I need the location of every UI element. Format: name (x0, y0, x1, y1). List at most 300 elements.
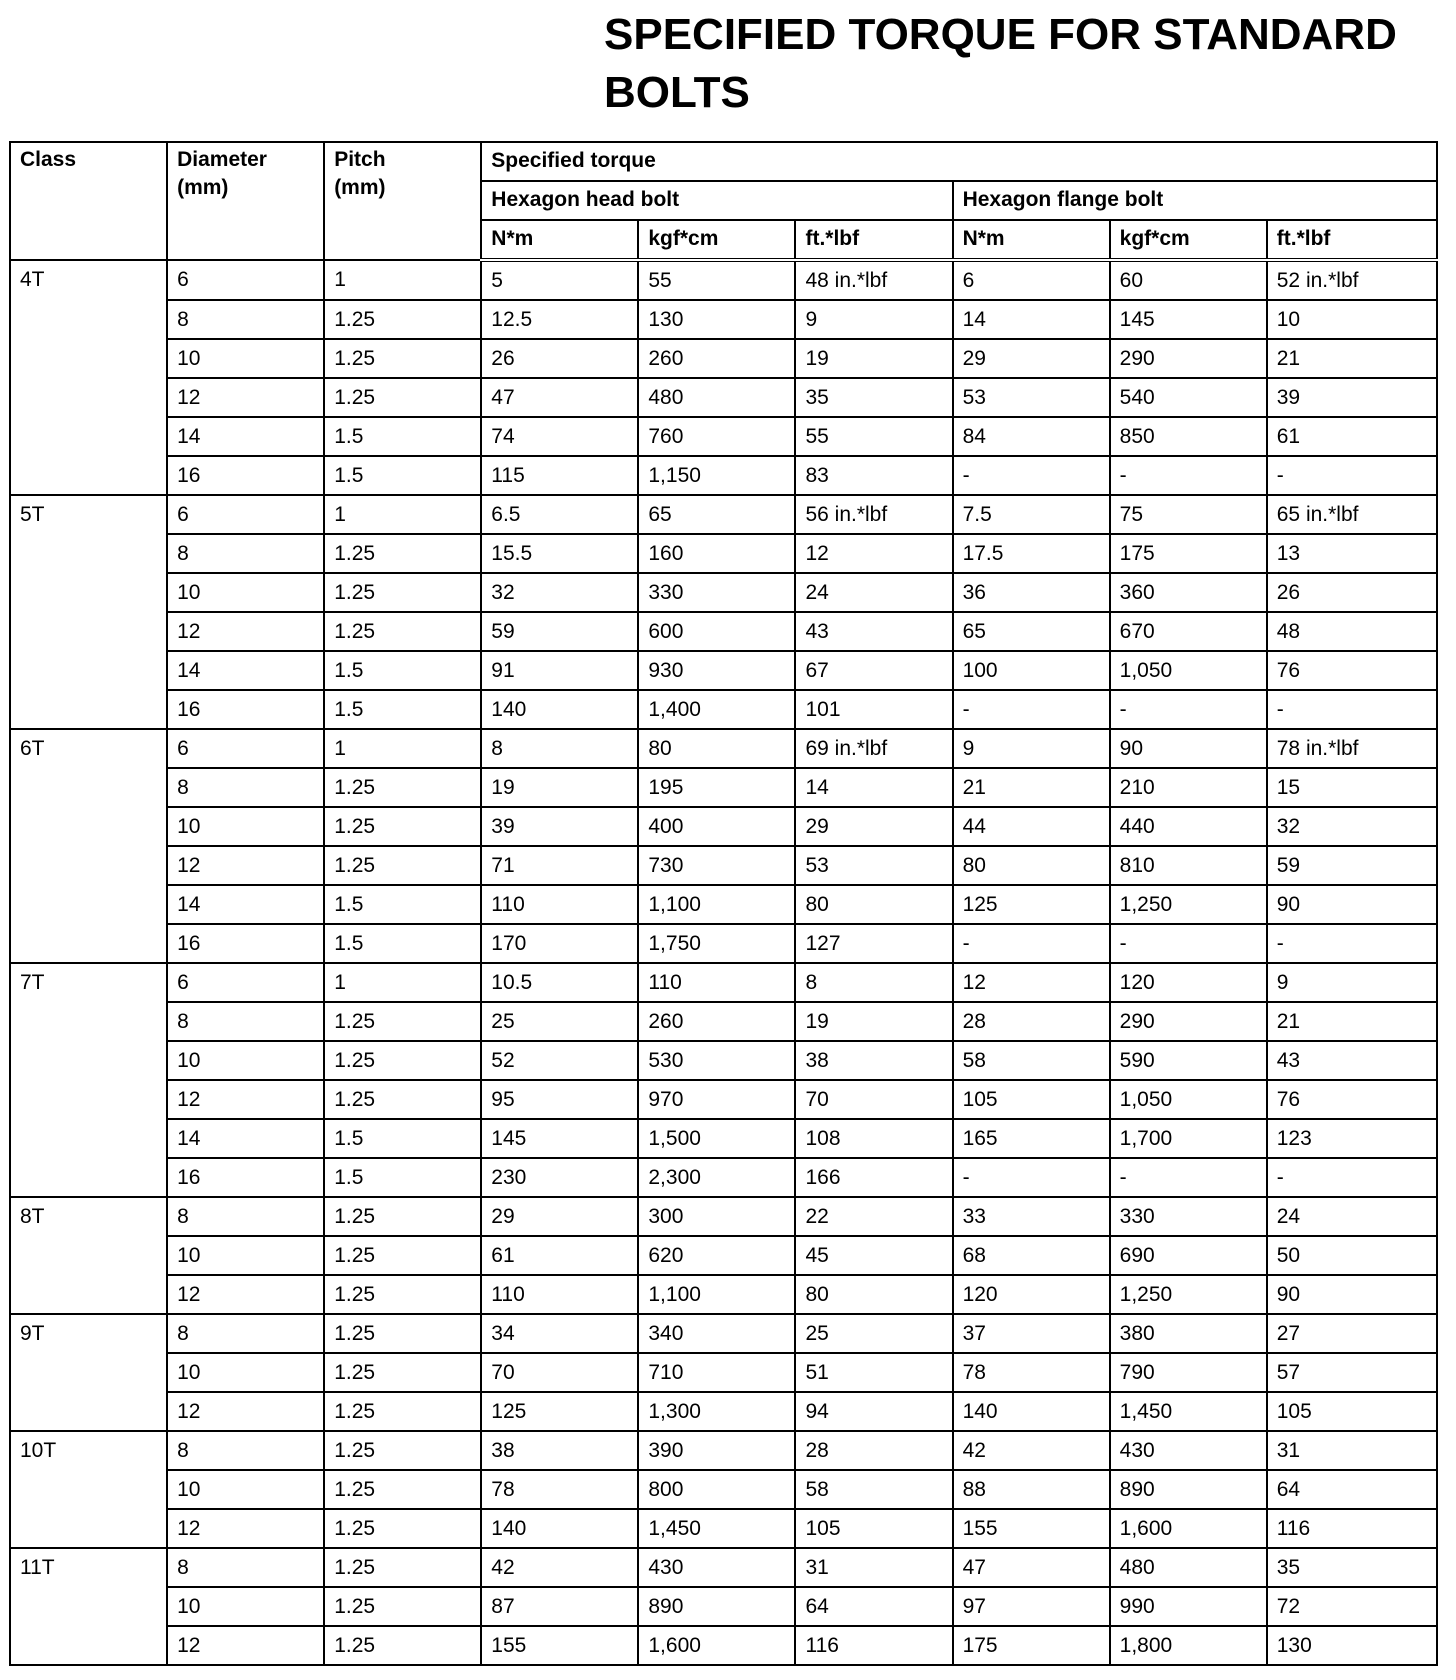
cell-class: 9T (10, 1314, 167, 1431)
cell-head-kgfcm: 195 (638, 768, 795, 807)
cell-flange-ftlbf: 105 (1267, 1392, 1437, 1431)
table-row (10, 1470, 1437, 1509)
cell-flange-kgfcm: 90 (1110, 729, 1267, 768)
cell-head-kgfcm: 65 (638, 495, 795, 534)
cell-head-ftlbf: 56 in.*lbf (795, 495, 952, 534)
cell-head-nm: 140 (481, 1509, 638, 1548)
cell-head-kgfcm: 430 (638, 1548, 795, 1587)
cell-flange-kgfcm: 360 (1110, 573, 1267, 612)
cell-head-nm: 39 (481, 807, 638, 846)
cell-diameter: 12 (167, 612, 324, 651)
cell-head-kgfcm: 130 (638, 300, 795, 339)
cell-flange-ftlbf: 48 (1267, 612, 1437, 651)
cell-head-kgfcm: 1,100 (638, 885, 795, 924)
cell-flange-kgfcm: 1,250 (1110, 885, 1267, 924)
table-row (10, 1041, 1437, 1080)
cell-head-nm: 34 (481, 1314, 638, 1353)
cell-head-ftlbf: 45 (795, 1236, 952, 1275)
cell-flange-ftlbf: 10 (1267, 300, 1437, 339)
cell-head-kgfcm: 1,600 (638, 1626, 795, 1665)
cell-head-ftlbf: 14 (795, 768, 952, 807)
cell-diameter: 8 (167, 1197, 324, 1236)
cell-flange-ftlbf: - (1267, 690, 1437, 729)
cell-head-ftlbf: 101 (795, 690, 952, 729)
cell-flange-kgfcm: 1,050 (1110, 651, 1267, 690)
cell-flange-ftlbf: 90 (1267, 1275, 1437, 1314)
cell-flange-ftlbf: 76 (1267, 1080, 1437, 1119)
table-row (10, 1431, 1437, 1470)
cell-flange-ftlbf: 72 (1267, 1587, 1437, 1626)
cell-flange-nm: 155 (953, 1509, 1110, 1548)
cell-pitch: 1.25 (324, 1197, 481, 1236)
cell-head-kgfcm: 930 (638, 651, 795, 690)
cell-head-nm: 29 (481, 1197, 638, 1236)
cell-flange-kgfcm: 75 (1110, 495, 1267, 534)
cell-flange-ftlbf: 9 (1267, 963, 1437, 1002)
cell-flange-nm: 21 (953, 768, 1110, 807)
cell-head-kgfcm: 710 (638, 1353, 795, 1392)
header-pitch-line: (mm) (334, 176, 386, 199)
cell-flange-nm: - (953, 690, 1110, 729)
cell-head-kgfcm: 1,400 (638, 690, 795, 729)
cell-pitch: 1.25 (324, 1470, 481, 1509)
cell-pitch: 1 (324, 260, 481, 300)
cell-head-ftlbf: 22 (795, 1197, 952, 1236)
cell-diameter: 6 (167, 495, 324, 534)
table-row (10, 1002, 1437, 1041)
cell-pitch: 1.25 (324, 1275, 481, 1314)
cell-flange-kgfcm: 1,050 (1110, 1080, 1267, 1119)
cell-flange-kgfcm: 1,600 (1110, 1509, 1267, 1548)
cell-flange-ftlbf: 21 (1267, 339, 1437, 378)
cell-diameter: 14 (167, 1119, 324, 1158)
cell-flange-nm: 88 (953, 1470, 1110, 1509)
cell-diameter: 8 (167, 1548, 324, 1587)
cell-flange-ftlbf: - (1267, 1158, 1437, 1197)
cell-head-ftlbf: 28 (795, 1431, 952, 1470)
header-hexagon-flange-bolt: Hexagon flange bolt (953, 181, 1437, 220)
cell-flange-ftlbf: 78 in.*lbf (1267, 729, 1437, 768)
cell-head-kgfcm: 340 (638, 1314, 795, 1353)
cell-pitch: 1.25 (324, 1392, 481, 1431)
cell-head-ftlbf: 43 (795, 612, 952, 651)
cell-flange-nm: 47 (953, 1548, 1110, 1587)
table-row (10, 690, 1437, 729)
cell-class: 10T (10, 1431, 167, 1548)
cell-head-ftlbf: 19 (795, 339, 952, 378)
cell-head-nm: 70 (481, 1353, 638, 1392)
cell-head-ftlbf: 48 in.*lbf (795, 260, 952, 300)
cell-class: 5T (10, 495, 167, 729)
cell-flange-ftlbf: 130 (1267, 1626, 1437, 1665)
cell-class: 7T (10, 963, 167, 1197)
cell-flange-ftlbf: 116 (1267, 1509, 1437, 1548)
table-row (10, 1158, 1437, 1197)
cell-flange-kgfcm: 480 (1110, 1548, 1267, 1587)
cell-flange-nm: 120 (953, 1275, 1110, 1314)
cell-head-nm: 140 (481, 690, 638, 729)
cell-pitch: 1.25 (324, 378, 481, 417)
cell-head-ftlbf: 35 (795, 378, 952, 417)
cell-head-nm: 61 (481, 1236, 638, 1275)
cell-flange-nm: 125 (953, 885, 1110, 924)
cell-head-nm: 6.5 (481, 495, 638, 534)
cell-flange-kgfcm: - (1110, 924, 1267, 963)
cell-head-kgfcm: 1,750 (638, 924, 795, 963)
cell-pitch: 1.25 (324, 1548, 481, 1587)
cell-head-nm: 115 (481, 456, 638, 495)
cell-pitch: 1.25 (324, 1314, 481, 1353)
cell-head-nm: 110 (481, 1275, 638, 1314)
cell-flange-kgfcm: 120 (1110, 963, 1267, 1002)
cell-class: 6T (10, 729, 167, 963)
cell-head-kgfcm: 600 (638, 612, 795, 651)
cell-pitch: 1.25 (324, 1236, 481, 1275)
cell-head-kgfcm: 1,500 (638, 1119, 795, 1158)
cell-flange-kgfcm: 145 (1110, 300, 1267, 339)
cell-flange-ftlbf: 64 (1267, 1470, 1437, 1509)
cell-pitch: 1.25 (324, 1041, 481, 1080)
table-row (10, 417, 1437, 456)
cell-head-ftlbf: 105 (795, 1509, 952, 1548)
cell-pitch: 1.5 (324, 1119, 481, 1158)
cell-head-kgfcm: 110 (638, 963, 795, 1002)
header-diameter (167, 142, 324, 260)
table-row (10, 924, 1437, 963)
cell-head-kgfcm: 730 (638, 846, 795, 885)
cell-flange-ftlbf: 27 (1267, 1314, 1437, 1353)
cell-flange-nm: 37 (953, 1314, 1110, 1353)
cell-diameter: 10 (167, 1470, 324, 1509)
cell-flange-kgfcm: 670 (1110, 612, 1267, 651)
cell-class: 11T (10, 1548, 167, 1665)
cell-flange-kgfcm: 60 (1110, 260, 1267, 300)
cell-flange-kgfcm: 440 (1110, 807, 1267, 846)
cell-head-ftlbf: 127 (795, 924, 952, 963)
cell-flange-nm: 100 (953, 651, 1110, 690)
cell-head-nm: 110 (481, 885, 638, 924)
header-diameter-line: (mm) (177, 176, 229, 199)
cell-head-nm: 95 (481, 1080, 638, 1119)
cell-head-kgfcm: 300 (638, 1197, 795, 1236)
cell-head-ftlbf: 64 (795, 1587, 952, 1626)
cell-diameter: 16 (167, 1158, 324, 1197)
cell-head-nm: 8 (481, 729, 638, 768)
cell-head-kgfcm: 330 (638, 573, 795, 612)
cell-head-ftlbf: 19 (795, 1002, 952, 1041)
cell-head-nm: 125 (481, 1392, 638, 1431)
cell-pitch: 1.25 (324, 1080, 481, 1119)
cell-flange-nm: 9 (953, 729, 1110, 768)
cell-diameter: 8 (167, 300, 324, 339)
cell-diameter: 10 (167, 339, 324, 378)
cell-head-kgfcm: 1,100 (638, 1275, 795, 1314)
header-flange-ftlbf: ft.*lbf (1267, 220, 1437, 260)
cell-head-kgfcm: 260 (638, 1002, 795, 1041)
cell-flange-ftlbf: 39 (1267, 378, 1437, 417)
cell-flange-nm: 97 (953, 1587, 1110, 1626)
cell-head-nm: 74 (481, 417, 638, 456)
cell-flange-ftlbf: 35 (1267, 1548, 1437, 1587)
cell-flange-kgfcm: - (1110, 1158, 1267, 1197)
page-title: SPECIFIED TORQUE FOR STANDARD BOLTS (604, 10, 1397, 117)
cell-head-nm: 26 (481, 339, 638, 378)
cell-diameter: 12 (167, 1080, 324, 1119)
cell-head-nm: 170 (481, 924, 638, 963)
table-row (10, 378, 1437, 417)
cell-diameter: 12 (167, 1275, 324, 1314)
cell-flange-ftlbf: 15 (1267, 768, 1437, 807)
cell-flange-nm: 53 (953, 378, 1110, 417)
cell-diameter: 8 (167, 534, 324, 573)
cell-flange-kgfcm: 1,250 (1110, 1275, 1267, 1314)
cell-diameter: 8 (167, 1314, 324, 1353)
table-row (10, 1392, 1437, 1431)
cell-flange-ftlbf: 13 (1267, 534, 1437, 573)
cell-pitch: 1.25 (324, 807, 481, 846)
header-diameter-line: Diameter (177, 148, 267, 171)
table-row (10, 1314, 1437, 1353)
cell-head-kgfcm: 390 (638, 1431, 795, 1470)
cell-head-nm: 47 (481, 378, 638, 417)
cell-diameter: 12 (167, 1509, 324, 1548)
cell-head-kgfcm: 1,150 (638, 456, 795, 495)
table-row (10, 1353, 1437, 1392)
cell-flange-nm: 80 (953, 846, 1110, 885)
cell-pitch: 1.5 (324, 651, 481, 690)
cell-pitch: 1 (324, 729, 481, 768)
cell-head-ftlbf: 55 (795, 417, 952, 456)
table-row (10, 885, 1437, 924)
cell-head-ftlbf: 166 (795, 1158, 952, 1197)
cell-flange-ftlbf: 59 (1267, 846, 1437, 885)
cell-head-ftlbf: 9 (795, 300, 952, 339)
cell-diameter: 10 (167, 573, 324, 612)
cell-diameter: 12 (167, 378, 324, 417)
cell-flange-nm: 7.5 (953, 495, 1110, 534)
table-row (10, 1080, 1437, 1119)
cell-flange-kgfcm: 890 (1110, 1470, 1267, 1509)
cell-flange-nm: 42 (953, 1431, 1110, 1470)
table-row (10, 768, 1437, 807)
cell-pitch: 1 (324, 495, 481, 534)
cell-flange-ftlbf: 61 (1267, 417, 1437, 456)
cell-head-kgfcm: 530 (638, 1041, 795, 1080)
cell-head-ftlbf: 108 (795, 1119, 952, 1158)
cell-flange-ftlbf: 50 (1267, 1236, 1437, 1275)
cell-diameter: 8 (167, 1002, 324, 1041)
cell-pitch: 1.25 (324, 1431, 481, 1470)
cell-diameter: 12 (167, 1392, 324, 1431)
cell-flange-nm: 17.5 (953, 534, 1110, 573)
cell-head-kgfcm: 160 (638, 534, 795, 573)
cell-flange-kgfcm: 810 (1110, 846, 1267, 885)
cell-diameter: 8 (167, 1431, 324, 1470)
cell-head-ftlbf: 67 (795, 651, 952, 690)
cell-head-kgfcm: 260 (638, 339, 795, 378)
cell-pitch: 1.25 (324, 339, 481, 378)
cell-head-nm: 25 (481, 1002, 638, 1041)
cell-diameter: 6 (167, 729, 324, 768)
cell-head-ftlbf: 53 (795, 846, 952, 885)
header-flange-kgfcm: kgf*cm (1110, 220, 1267, 260)
cell-head-kgfcm: 970 (638, 1080, 795, 1119)
cell-pitch: 1.5 (324, 885, 481, 924)
header-hexagon-head-bolt: Hexagon head bolt (481, 181, 952, 220)
table-row (10, 846, 1437, 885)
cell-flange-ftlbf: 52 in.*lbf (1267, 260, 1437, 300)
header-head-kgfcm: kgf*cm (638, 220, 795, 260)
cell-flange-ftlbf: 76 (1267, 651, 1437, 690)
cell-head-kgfcm: 890 (638, 1587, 795, 1626)
cell-diameter: 10 (167, 1587, 324, 1626)
cell-pitch: 1.25 (324, 1587, 481, 1626)
cell-flange-kgfcm: 1,450 (1110, 1392, 1267, 1431)
cell-head-nm: 87 (481, 1587, 638, 1626)
cell-head-kgfcm: 2,300 (638, 1158, 795, 1197)
cell-head-kgfcm: 400 (638, 807, 795, 846)
torque-table (9, 141, 1438, 1666)
table-row (10, 1626, 1437, 1665)
cell-flange-nm: - (953, 924, 1110, 963)
cell-diameter: 16 (167, 456, 324, 495)
cell-head-nm: 15.5 (481, 534, 638, 573)
cell-flange-ftlbf: 65 in.*lbf (1267, 495, 1437, 534)
cell-head-ftlbf: 8 (795, 963, 952, 1002)
table-row (10, 1275, 1437, 1314)
table-row (10, 729, 1437, 768)
cell-head-ftlbf: 83 (795, 456, 952, 495)
cell-head-ftlbf: 69 in.*lbf (795, 729, 952, 768)
cell-head-kgfcm: 620 (638, 1236, 795, 1275)
table-row (10, 1548, 1437, 1587)
cell-head-nm: 230 (481, 1158, 638, 1197)
cell-pitch: 1.5 (324, 456, 481, 495)
table-row (10, 1236, 1437, 1275)
cell-flange-kgfcm: 590 (1110, 1041, 1267, 1080)
cell-flange-kgfcm: 210 (1110, 768, 1267, 807)
cell-diameter: 8 (167, 768, 324, 807)
cell-flange-kgfcm: 430 (1110, 1431, 1267, 1470)
cell-pitch: 1.25 (324, 1626, 481, 1665)
cell-flange-kgfcm: 1,800 (1110, 1626, 1267, 1665)
cell-head-ftlbf: 24 (795, 573, 952, 612)
cell-head-ftlbf: 51 (795, 1353, 952, 1392)
cell-flange-ftlbf: 24 (1267, 1197, 1437, 1236)
cell-head-nm: 145 (481, 1119, 638, 1158)
table-row (10, 1119, 1437, 1158)
cell-head-kgfcm: 480 (638, 378, 795, 417)
cell-flange-ftlbf: 26 (1267, 573, 1437, 612)
cell-flange-kgfcm: 690 (1110, 1236, 1267, 1275)
table-row (10, 1587, 1437, 1626)
cell-flange-nm: 175 (953, 1626, 1110, 1665)
cell-flange-ftlbf: 21 (1267, 1002, 1437, 1041)
cell-pitch: 1.5 (324, 417, 481, 456)
cell-head-kgfcm: 800 (638, 1470, 795, 1509)
table-row (10, 573, 1437, 612)
cell-head-ftlbf: 29 (795, 807, 952, 846)
cell-flange-nm: 36 (953, 573, 1110, 612)
cell-head-nm: 12.5 (481, 300, 638, 339)
cell-flange-nm: 65 (953, 612, 1110, 651)
cell-head-nm: 5 (481, 260, 638, 300)
cell-head-ftlbf: 80 (795, 1275, 952, 1314)
table-row (10, 651, 1437, 690)
cell-head-nm: 42 (481, 1548, 638, 1587)
table-row (10, 456, 1437, 495)
cell-head-ftlbf: 25 (795, 1314, 952, 1353)
cell-flange-ftlbf: - (1267, 924, 1437, 963)
cell-head-ftlbf: 116 (795, 1626, 952, 1665)
table-row (10, 807, 1437, 846)
cell-flange-nm: 29 (953, 339, 1110, 378)
cell-class: 8T (10, 1197, 167, 1314)
cell-diameter: 16 (167, 690, 324, 729)
cell-flange-nm: 68 (953, 1236, 1110, 1275)
cell-head-ftlbf: 94 (795, 1392, 952, 1431)
cell-flange-kgfcm: 290 (1110, 339, 1267, 378)
cell-class: 4T (10, 260, 167, 495)
cell-flange-kgfcm: 990 (1110, 1587, 1267, 1626)
cell-pitch: 1.25 (324, 612, 481, 651)
cell-pitch: 1.25 (324, 1353, 481, 1392)
cell-flange-nm: - (953, 1158, 1110, 1197)
cell-flange-nm: 14 (953, 300, 1110, 339)
cell-flange-ftlbf: 57 (1267, 1353, 1437, 1392)
cell-head-ftlbf: 31 (795, 1548, 952, 1587)
cell-flange-nm: 33 (953, 1197, 1110, 1236)
cell-head-nm: 10.5 (481, 963, 638, 1002)
cell-head-nm: 91 (481, 651, 638, 690)
cell-head-ftlbf: 38 (795, 1041, 952, 1080)
cell-flange-nm: 84 (953, 417, 1110, 456)
cell-head-nm: 78 (481, 1470, 638, 1509)
cell-diameter: 16 (167, 924, 324, 963)
cell-head-kgfcm: 760 (638, 417, 795, 456)
table-body (10, 260, 1437, 1665)
table-header (10, 142, 1437, 260)
cell-flange-nm: 44 (953, 807, 1110, 846)
cell-head-kgfcm: 1,300 (638, 1392, 795, 1431)
cell-diameter: 14 (167, 417, 324, 456)
table-row (10, 260, 1437, 300)
cell-flange-nm: 6 (953, 260, 1110, 300)
cell-pitch: 1.5 (324, 924, 481, 963)
cell-head-kgfcm: 55 (638, 260, 795, 300)
cell-diameter: 12 (167, 846, 324, 885)
cell-diameter: 10 (167, 807, 324, 846)
cell-flange-kgfcm: 1,700 (1110, 1119, 1267, 1158)
cell-flange-ftlbf: - (1267, 456, 1437, 495)
cell-flange-kgfcm: 380 (1110, 1314, 1267, 1353)
cell-flange-kgfcm: 290 (1110, 1002, 1267, 1041)
header-head-ftlbf: ft.*lbf (795, 220, 952, 260)
cell-pitch: 1.25 (324, 1002, 481, 1041)
cell-flange-nm: 140 (953, 1392, 1110, 1431)
cell-flange-nm: - (953, 456, 1110, 495)
table-row (10, 495, 1437, 534)
cell-flange-kgfcm: 790 (1110, 1353, 1267, 1392)
cell-flange-ftlbf: 31 (1267, 1431, 1437, 1470)
cell-head-kgfcm: 1,450 (638, 1509, 795, 1548)
cell-flange-nm: 78 (953, 1353, 1110, 1392)
cell-pitch: 1 (324, 963, 481, 1002)
header-class: Class (10, 142, 167, 260)
cell-flange-ftlbf: 123 (1267, 1119, 1437, 1158)
cell-diameter: 14 (167, 651, 324, 690)
table-row (10, 612, 1437, 651)
